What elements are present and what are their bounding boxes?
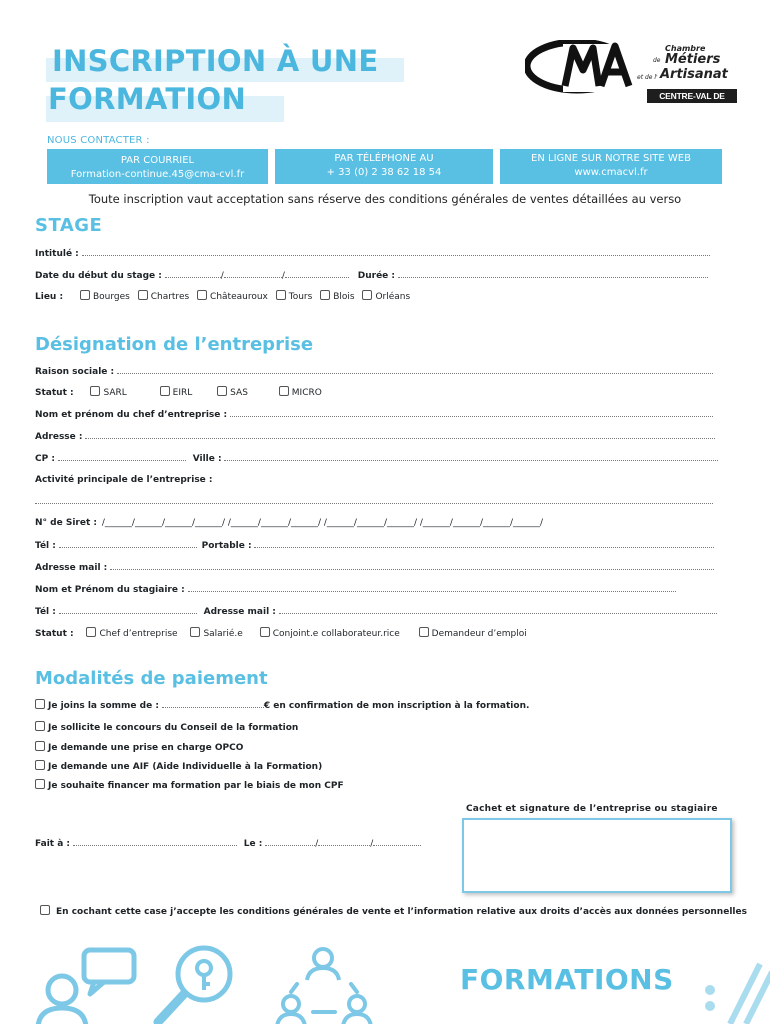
- intitule-field[interactable]: [82, 247, 710, 256]
- section-stage-heading: STAGE: [35, 215, 103, 236]
- statut-option-micro[interactable]: [279, 386, 322, 400]
- checkbox[interactable]: [419, 627, 429, 637]
- statut-option-label: EIRL: [172, 388, 193, 398]
- row-statut: [35, 386, 327, 399]
- checkbox[interactable]: [138, 290, 148, 300]
- checkbox[interactable]: [279, 386, 289, 396]
- logo-et-de: et de l': [637, 74, 658, 81]
- checkbox[interactable]: [260, 627, 270, 637]
- raison-sociale-field[interactable]: [117, 365, 713, 374]
- le-sep-2: /: [370, 839, 374, 849]
- portable-label: Portable :: [201, 541, 252, 551]
- row-paiement-option-1[interactable]: [35, 721, 298, 734]
- adresse-mail-label: Adresse mail :: [35, 563, 108, 573]
- logo-metiers: Métiers: [665, 52, 721, 67]
- lieu-option-label: Orléans: [375, 292, 411, 302]
- cp-label: CP :: [35, 454, 55, 464]
- checkbox[interactable]: [190, 627, 200, 637]
- joins-checkbox[interactable]: [35, 699, 45, 709]
- tel-label: Tél :: [35, 541, 56, 551]
- fait-a-field[interactable]: [73, 837, 237, 846]
- cgv-label: En cochant cette case j’accepte les conditions générales de vente et l’information relative aux droits d’accès aux données personnelles: [56, 907, 747, 917]
- statut-label: Statut :: [35, 388, 74, 398]
- fait-a-label: Fait à :: [35, 839, 71, 849]
- row-stagiaire: [35, 583, 676, 596]
- checkbox[interactable]: [35, 721, 45, 731]
- footer-formations: FORMATIONS: [460, 963, 674, 996]
- row-siret: [35, 517, 543, 530]
- contact-phone-link[interactable]: + 33 (0) 2 38 62 18 54: [326, 167, 442, 178]
- activite-label: Activité principale de l’entreprise :: [35, 475, 213, 485]
- row-statut2: [35, 627, 532, 640]
- contact-email-link[interactable]: Formation-continue.45@cma-cvl.fr: [70, 169, 245, 180]
- statut2-option-label: Chef d’entreprise: [99, 629, 178, 639]
- checkbox[interactable]: [197, 290, 207, 300]
- terms-notice: Toute inscription vaut acceptation sans réserve des conditions générales de ventes détaillées au verso: [88, 192, 682, 206]
- row-activite-line: [35, 495, 713, 508]
- lieu-option-chartres[interactable]: [138, 290, 189, 304]
- lieu-option-tours[interactable]: [276, 290, 313, 304]
- statut-option-sas[interactable]: [217, 386, 248, 400]
- contact-web-box: [500, 149, 722, 184]
- contact-email-box: [47, 149, 268, 184]
- row-mail: [35, 561, 714, 574]
- le-month-field[interactable]: [318, 837, 370, 846]
- chef-field[interactable]: [230, 408, 713, 417]
- paiement-option-label: Je souhaite financer ma formation par le biais de mon CPF: [48, 781, 344, 791]
- statut-option-sarl[interactable]: [90, 386, 126, 400]
- lieu-option-bourges[interactable]: [80, 290, 130, 304]
- date-day-field[interactable]: [165, 269, 221, 278]
- section-entreprise-heading: Désignation de l’entreprise: [35, 334, 314, 355]
- stagiaire-label: Nom et Prénom du stagiaire :: [35, 585, 185, 595]
- row-joins: [35, 699, 529, 712]
- cma-logo: [525, 40, 740, 115]
- lieu-option-label: Tours: [288, 292, 313, 302]
- statut2-option-label: Salarié.e: [203, 629, 243, 639]
- joins-label-end: € en confirmation de mon inscription à la formation.: [263, 701, 530, 711]
- statut-option-label: SARL: [103, 388, 127, 398]
- checkbox[interactable]: [217, 386, 227, 396]
- team-network-icon: [275, 944, 375, 1024]
- siret-label: N° de Siret :: [35, 518, 97, 528]
- row-cgv[interactable]: [40, 905, 747, 918]
- tel-field[interactable]: [59, 539, 197, 548]
- decorative-stripes: [700, 954, 770, 1024]
- cma-logo-mark: [525, 40, 635, 96]
- contact-phone-title: PAR TÉLÉPHONE AU: [334, 153, 434, 164]
- logo-chambre: Chambre: [665, 44, 706, 53]
- intitule-label: Intitulé :: [35, 249, 79, 259]
- logo-artisanat: Artisanat: [660, 67, 728, 82]
- le-sep-1: /: [315, 839, 319, 849]
- row-cp-ville: [35, 452, 718, 465]
- logo-de: de: [653, 57, 661, 64]
- checkbox[interactable]: [320, 290, 330, 300]
- row-fait: [35, 837, 421, 850]
- siret-field[interactable]: /______/______/______/______/ /______/______/______/ /______/______/______/ /______/______/______/______/: [101, 518, 544, 528]
- raison-sociale-label: Raison sociale :: [35, 367, 115, 377]
- date-sep-2: /: [281, 271, 285, 281]
- row-tel-mail: [35, 605, 717, 618]
- adresse-mail2-label: Adresse mail :: [203, 607, 276, 617]
- date-month-field[interactable]: [224, 269, 282, 278]
- adresse-label: Adresse :: [35, 432, 83, 442]
- page-title-line-2: FORMATION: [48, 82, 247, 116]
- magnifier-key-icon: [150, 944, 240, 1024]
- row-raison-sociale: [35, 365, 713, 378]
- joins-label: Je joins la somme de :: [48, 701, 159, 711]
- statut2-label: Statut :: [35, 629, 74, 639]
- lieu-option-label: Bourges: [92, 292, 130, 302]
- checkbox[interactable]: [35, 760, 45, 770]
- lieu-label: Lieu :: [35, 292, 64, 302]
- adresse-mail2-field[interactable]: [279, 605, 717, 614]
- page-title-line-1: INSCRIPTION À UNE: [52, 44, 379, 78]
- contact-phone-box: [275, 149, 493, 184]
- statut2-option-salarie[interactable]: [190, 627, 242, 641]
- lieu-option-label: Châteauroux: [210, 292, 268, 302]
- date-sep-1: /: [220, 271, 224, 281]
- paiement-option-label: Je demande une prise en charge OPCO: [48, 743, 244, 753]
- chat-person-icon: [32, 944, 142, 1024]
- statut-option-label: MICRO: [291, 388, 322, 398]
- adresse-mail-field[interactable]: [110, 561, 714, 570]
- duree-label: Durée :: [357, 271, 396, 281]
- checkbox[interactable]: [90, 386, 100, 396]
- stagiaire-field[interactable]: [188, 583, 676, 592]
- chef-label: Nom et prénom du chef d’entreprise :: [35, 410, 228, 420]
- contact-label: NOUS CONTACTER :: [47, 135, 150, 146]
- row-activite: [35, 474, 213, 487]
- row-paiement-option-3[interactable]: [35, 760, 322, 773]
- statut-option-eirl[interactable]: [160, 386, 193, 400]
- row-paiement-option-4[interactable]: [35, 779, 344, 792]
- ville-field[interactable]: [224, 452, 718, 461]
- row-tel: [35, 539, 714, 552]
- signature-box[interactable]: [462, 818, 732, 893]
- row-intitule: [35, 247, 710, 260]
- checkbox[interactable]: [362, 290, 372, 300]
- checkbox[interactable]: [86, 627, 96, 637]
- cachet-label: Cachet et signature de l’entreprise ou stagiaire: [466, 804, 718, 814]
- section-paiement-heading: Modalités de paiement: [35, 668, 268, 689]
- joins-amount-field[interactable]: [162, 699, 264, 708]
- le-year-field[interactable]: [373, 837, 421, 846]
- checkbox[interactable]: [160, 386, 170, 396]
- statut-option-label: SAS: [230, 388, 248, 398]
- contact-web-link[interactable]: www.cmacvl.fr: [574, 167, 648, 178]
- tel2-field[interactable]: [59, 605, 197, 614]
- row-date: [35, 269, 708, 282]
- contact-email-title: PAR COURRIEL: [120, 155, 195, 166]
- cgv-checkbox[interactable]: [40, 905, 50, 915]
- lieu-option-label: Chartres: [150, 292, 190, 302]
- statut2-option-chef[interactable]: [86, 627, 177, 641]
- checkbox[interactable]: [35, 741, 45, 751]
- lieu-option-blois[interactable]: [320, 290, 354, 304]
- statut2-option-conjoint[interactable]: [260, 627, 400, 641]
- logo-region-badge: CENTRE-VAL DE LOIRE: [647, 89, 737, 103]
- portable-field[interactable]: [254, 539, 714, 548]
- date-debut-label: Date du début du stage :: [35, 271, 162, 281]
- contact-web-title: EN LIGNE SUR NOTRE SITE WEB: [531, 153, 691, 164]
- row-adresse: [35, 430, 715, 443]
- lieu-option-label: Blois: [333, 292, 355, 302]
- statut2-option-demandeur[interactable]: [419, 627, 527, 641]
- row-lieu: [35, 290, 415, 303]
- activite-field[interactable]: [35, 495, 713, 504]
- checkbox[interactable]: [35, 779, 45, 789]
- statut2-option-label: Demandeur d’emploi: [431, 629, 527, 639]
- lieu-option-orleans[interactable]: [362, 290, 410, 304]
- le-day-field[interactable]: [265, 837, 315, 846]
- date-year-field[interactable]: [285, 269, 349, 278]
- ville-label: Ville :: [192, 454, 222, 464]
- paiement-option-label: Je sollicite le concours du Conseil de la formation: [48, 723, 299, 733]
- row-chef: [35, 408, 713, 421]
- lieu-option-chateauroux[interactable]: [197, 290, 268, 304]
- le-label: Le :: [243, 839, 263, 849]
- tel2-label: Tél :: [35, 607, 56, 617]
- statut2-option-label: Conjoint.e collaborateur.rice: [272, 629, 400, 639]
- row-paiement-option-2[interactable]: [35, 741, 243, 754]
- duree-field[interactable]: [398, 269, 708, 278]
- adresse-field[interactable]: [85, 430, 715, 439]
- paiement-option-label: Je demande une AIF (Aide Individuelle à la Formation): [48, 762, 323, 772]
- checkbox[interactable]: [276, 290, 286, 300]
- checkbox[interactable]: [80, 290, 90, 300]
- cp-field[interactable]: [58, 452, 186, 461]
